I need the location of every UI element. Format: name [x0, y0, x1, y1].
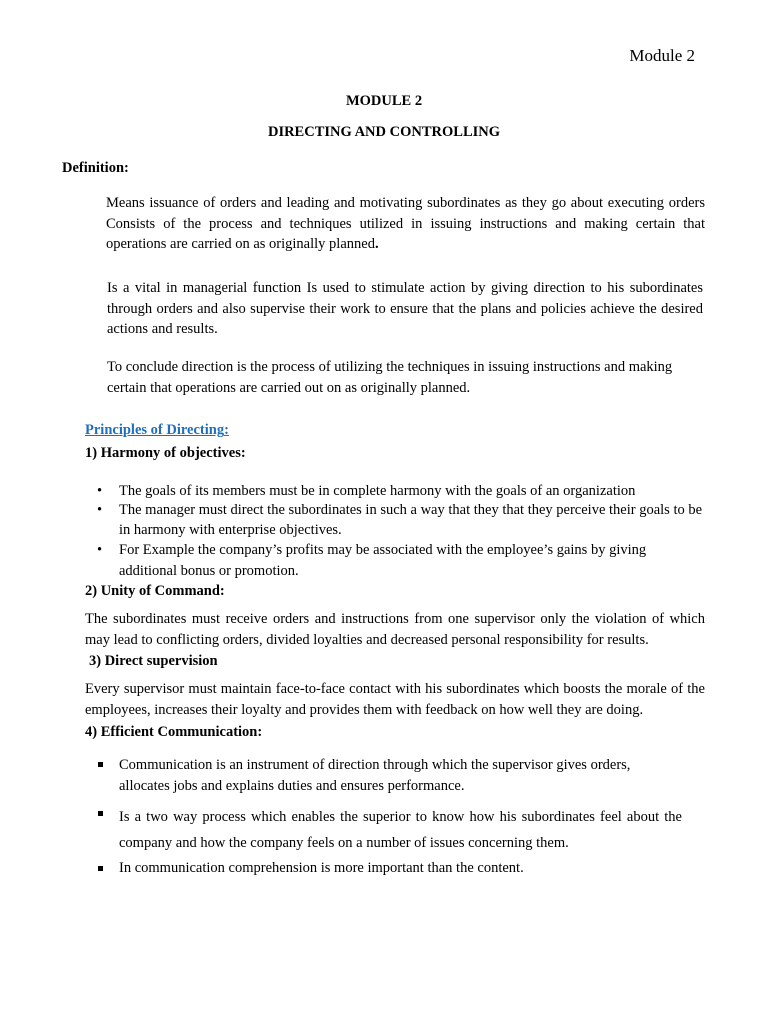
list-item: [119, 755, 679, 797]
list-item-text: Communication is an instrument of direction through which the supervisor gives orders, allocates jobs and explains duties and ensures performance.: [119, 757, 631, 794]
list-item-text: For Example the company’s profits may be associated with the employee’s gains by giving additional bonus or promotion.: [119, 542, 647, 579]
list-item-text: In communication comprehension is more important than the content.: [119, 860, 524, 876]
definition-paragraph-1-text: Means issuance of orders and leading and motivating subordinates as they go about executing orders Consists of the process and techniques utilized in issuing instructions and making certain that operations are carried on as originally planned: [106, 195, 705, 252]
list-item: [119, 804, 682, 856]
principles-heading: [85, 421, 229, 439]
definition-heading: Definition:: [62, 160, 129, 176]
bullet-icon: •: [97, 483, 103, 499]
supervision-heading: 3) Direct supervision: [89, 653, 218, 669]
list-item: [119, 859, 709, 878]
page-header-label: Module 2: [629, 46, 695, 65]
module-title: MODULE 2: [345, 93, 423, 109]
definition-paragraph-3: To conclude direction is the process of utilizing the techniques in issuing instructions and making certain that operations are carried out on as originally planned.: [107, 359, 673, 396]
list-item-text: The goals of its members must be in complete harmony with the goals of an organization: [119, 483, 636, 499]
communication-heading: 4) Efficient Communication:: [85, 724, 263, 740]
definition-paragraph-1: [106, 193, 705, 255]
square-bullet-icon: [98, 762, 103, 767]
principles-heading-link[interactable]: Principles of Directing: [85, 422, 225, 438]
bullet-icon: •: [97, 542, 103, 558]
list-item: [97, 540, 689, 581]
supervision-text: Every supervisor must maintain face-to-face contact with his subordinates which boosts the morale of the employees, increases their loyalty and provides them with feedback on how well they are doing.: [85, 681, 705, 718]
list-item: [97, 482, 709, 501]
document-title: DIRECTING AND CONTROLLING: [267, 124, 501, 140]
definition-paragraph-2: Is a vital in managerial function Is used to stimulate action by giving direction to his subordinates through orders and also supervise their work to ensure that the plans and policies achieve the desired actions and results.: [107, 280, 703, 337]
bullet-icon: •: [97, 502, 103, 518]
list-item-text: The manager must direct the subordinates in such a way that they that they perceive their goals to be in harmony with enterprise objectives.: [119, 502, 703, 538]
unity-heading: 2) Unity of Command:: [85, 583, 225, 599]
principles-heading-colon: :: [224, 422, 229, 438]
harmony-heading: 1) Harmony of objectives:: [85, 445, 246, 461]
list-item: [97, 500, 709, 540]
definition-paragraph-1-end: .: [374, 236, 379, 252]
list-item-text: Is a two way process which enables the superior to know how his subordinates feel about the company and how the company feels on a number of issues concerning them.: [119, 809, 682, 851]
unity-text: The subordinates must receive orders and instructions from one supervisor only the violation of which may lead to conflicting orders, divided loyalties and decreased personal responsibility for results.: [85, 611, 705, 648]
square-bullet-icon: [98, 811, 103, 816]
square-bullet-icon: [98, 866, 103, 871]
